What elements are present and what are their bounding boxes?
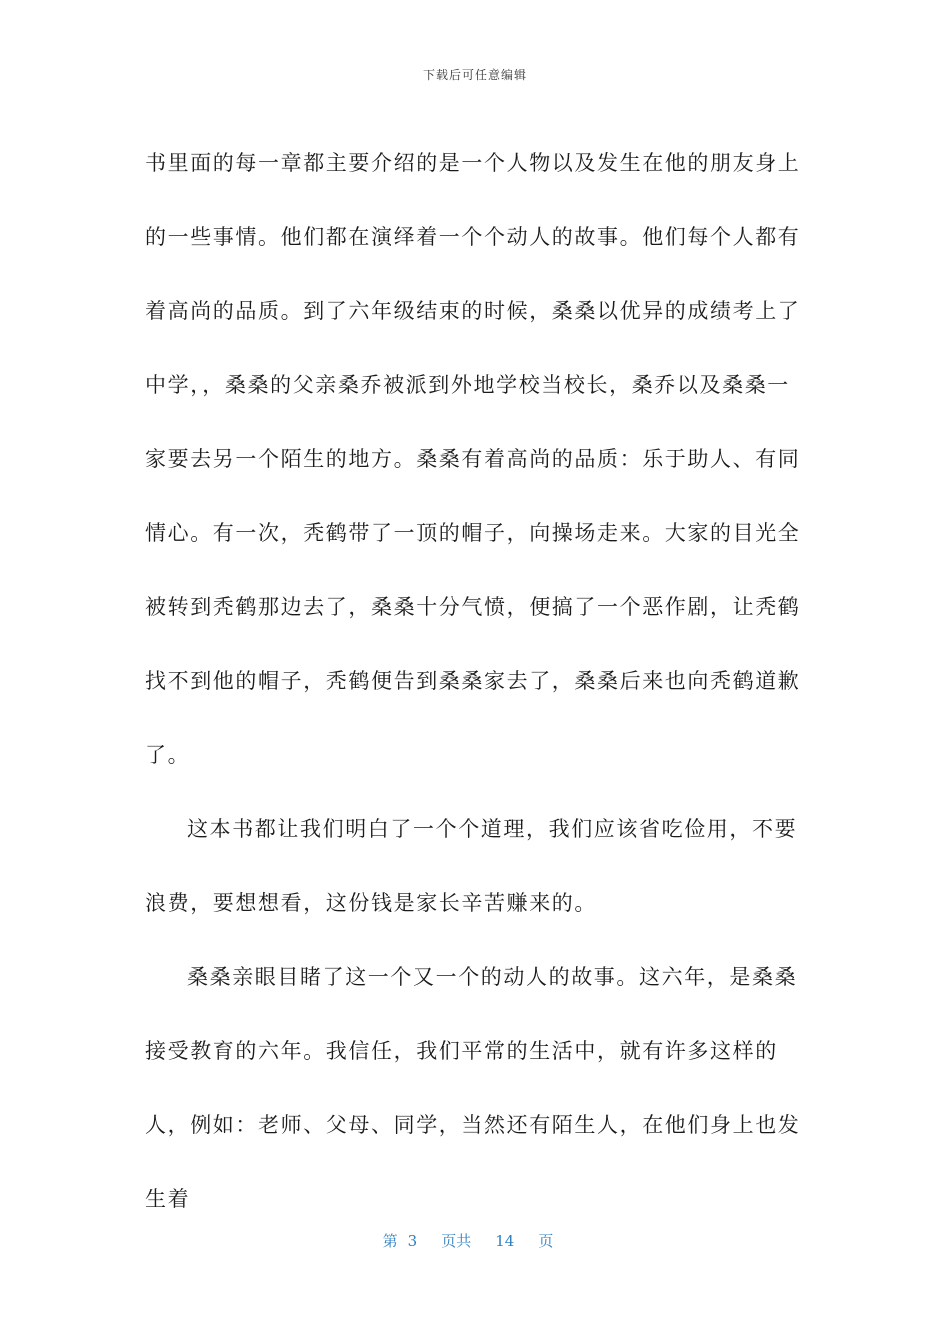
page-footer [0,1230,950,1251]
paragraph-2: 这本书都让我们明白了一个个道理，我们应该省吃俭用，不要浪费，要想想看，这份钱是家长辛苦赚来的。 [145,817,798,915]
paragraph-1: 书里面的每一章都主要介绍的是一个人物以及发生在他的朋友身上的一些事情。他们都在演绎着一个个动人的故事。他们每个人都有着高尚的品质。到了六年级结束的时候，桑桑以优异的成绩考上了中学，，桑桑的父亲桑乔被派到外地学校当校长，桑乔以及桑桑一家要去另一个陌生的地方。桑桑有着高尚的品质：乐于助人、有同情心。有一次，秃鹤带了一顶的帽子，向操场走来。大家的目光全被转到秃鹤那边去了，桑桑十分气愤，便搞了一个恶作剧，让秃鹤找不到他的帽子，秃鹤便告到桑桑家去了，桑桑后来也向秃鹤道歉了。 [145,151,801,767]
current-page-number: 3 [407,1232,418,1250]
footer-suffix: 页 [538,1232,554,1250]
paragraph-3: 桑桑亲眼目睹了这一个又一个的动人的故事。这六年，是桑桑接受教育的六年。我信任，我们平常的生活中，就有许多这样的人，例如：老师、父母、同学，当然还有陌生人，在他们身上也发生着 [145,965,801,1211]
document-body [145,126,805,1236]
footer-prefix: 第 [382,1232,398,1250]
page-header: 下载后可任意编辑 [422,68,527,82]
footer-middle: 页共 [441,1232,472,1250]
total-pages-number: 14 [495,1232,515,1250]
